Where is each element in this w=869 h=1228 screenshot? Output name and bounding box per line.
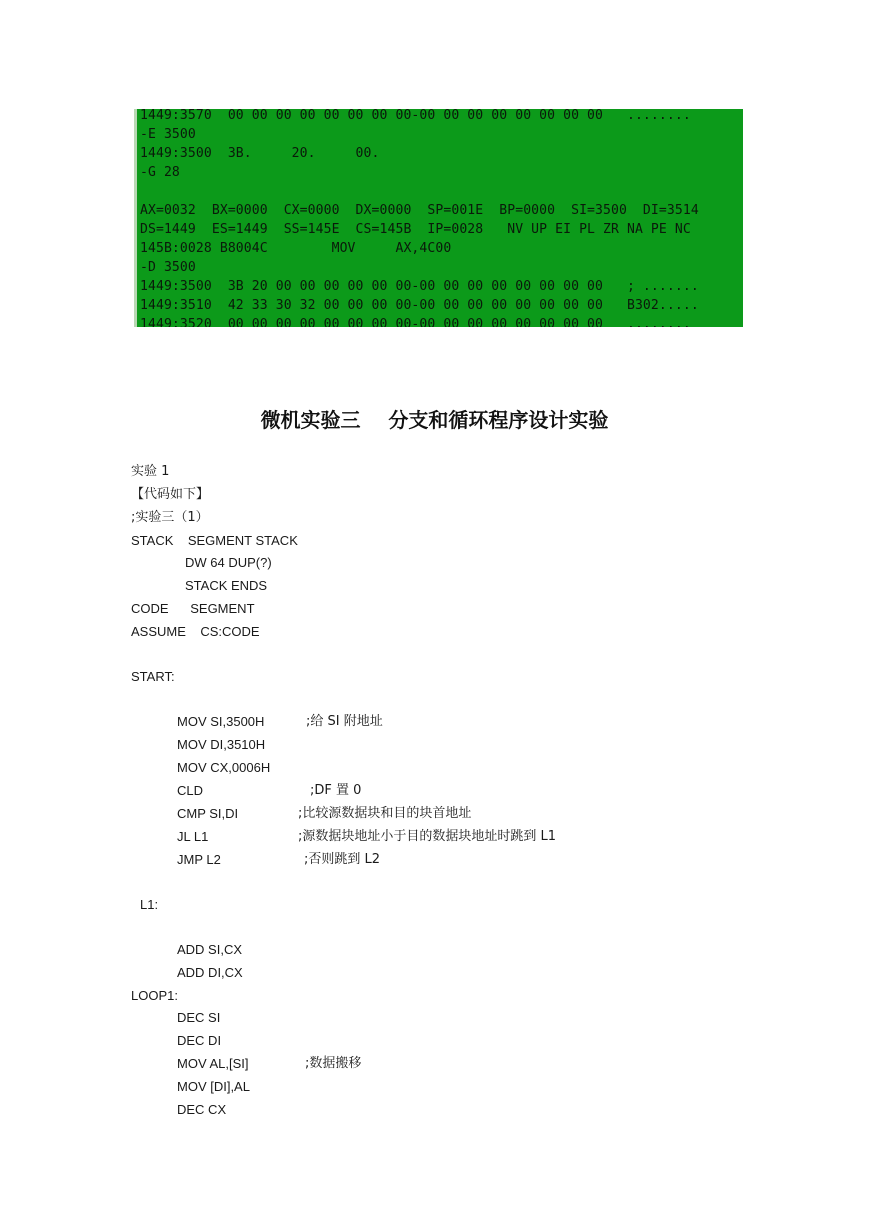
code-line: DEC SI: [177, 1010, 221, 1025]
code-line: JL L1: [177, 829, 209, 844]
code-line: MOV SI,3500H: [177, 714, 265, 729]
code-line: DW 64 DUP(?): [185, 555, 272, 570]
section-heading: 实验 1: [131, 464, 170, 479]
code-line: MOV AL,[SI]: [177, 1056, 249, 1071]
terminal-line: -G 28: [140, 165, 180, 180]
terminal-line: -E 3500: [140, 127, 196, 142]
terminal-line: 1449:3570 00 00 00 00 00 00 00 00-00 00 00 00 00 00 00 00 ........: [140, 109, 691, 123]
code-label-l1: L1:: [140, 897, 159, 912]
code-comment: ;数据搬移: [305, 1056, 362, 1071]
terminal-line: AX=0032 BX=0000 CX=0000 DX=0000 SP=001E BP=0000 SI=3500 DI=3514: [140, 203, 699, 218]
code-comment: ;比较源数据块和目的块首地址: [298, 806, 472, 821]
terminal-line: 1449:3500 3B. 20. 00.: [140, 146, 380, 161]
terminal-line: 1449:3510 42 33 30 32 00 00 00 00-00 00 00 00 00 00 00 00 B302.....: [140, 298, 699, 313]
terminal-line: -D 3500: [140, 260, 196, 275]
code-line: CODE SEGMENT: [131, 601, 255, 616]
code-line: STACK ENDS: [185, 578, 268, 593]
code-line: CMP SI,DI: [177, 806, 239, 821]
terminal-line: 145B:0028 B8004C MOV AX,4C00: [140, 241, 452, 256]
code-line: ASSUME CS:CODE: [131, 624, 260, 639]
code-line: ADD SI,CX: [177, 942, 243, 957]
code-comment: ;DF 置 0: [310, 783, 362, 798]
code-comment: ;否则跳到 L2: [304, 852, 381, 867]
code-line: DEC DI: [177, 1033, 222, 1048]
code-line: MOV DI,3510H: [177, 737, 266, 752]
code-line: DEC CX: [177, 1102, 227, 1117]
code-label-loop1: LOOP1:: [131, 988, 178, 1003]
debug-terminal-screenshot: [134, 109, 743, 327]
code-line: MOV [DI],AL: [177, 1079, 250, 1094]
terminal-line: 1449:3500 3B 20 00 00 00 00 00 00-00 00 00 00 00 00 00 00 ; .......: [140, 279, 699, 294]
code-line: STACK SEGMENT STACK: [131, 533, 298, 548]
code-line: MOV CX,0006H: [177, 760, 271, 775]
code-line: JMP L2: [177, 852, 221, 867]
page-title: 微机实验三 分支和循环程序设计实验: [260, 408, 609, 432]
code-comment: ;给 SI 附地址: [306, 714, 383, 729]
code-line: CLD: [177, 783, 204, 798]
code-comment: ;实验三（1）: [131, 510, 209, 525]
code-label-start: START:: [131, 669, 175, 684]
terminal-line: DS=1449 ES=1449 SS=145E CS=145B IP=0028 NV UP EI PL ZR NA PE NC: [140, 222, 691, 237]
terminal-line: 1449:3520 00 00 00 00 00 00 00 00-00 00 00 00 00 00 00 00 ........: [140, 317, 691, 327]
code-line: ADD DI,CX: [177, 965, 243, 980]
code-label: 【代码如下】: [131, 487, 210, 502]
code-comment: ;源数据块地址小于目的数据块地址时跳到 L1: [298, 829, 557, 844]
